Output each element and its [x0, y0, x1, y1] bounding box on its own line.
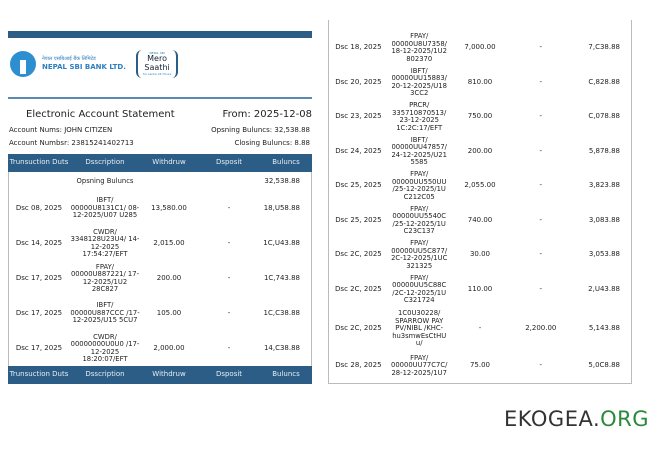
cell-dep: - — [539, 361, 543, 370]
cell-dep: - — [539, 181, 543, 190]
product-line2: Saathi — [144, 63, 170, 73]
sbi-logo-icon — [10, 51, 36, 77]
transactions-table — [8, 154, 312, 384]
cell-desc: CWDR/ 3348128U23U4/ 14-12-2025 17:54:27/EFT — [70, 227, 140, 258]
cell-desc: FPAY/ 00000UU550UU /25-12-2025/1U C212C05 — [391, 170, 447, 201]
cell-desc: CWDR/ 00000000U0U0 /17-12-2025 18:20:07/EFT — [70, 332, 140, 363]
column-header: Trunsuction Duts — [8, 154, 70, 172]
table-row — [328, 66, 632, 101]
statement-page-2 — [320, 0, 640, 449]
column-header: Dsposit — [198, 366, 260, 384]
cell-wd — [140, 172, 198, 191]
cell-wd: 2,015.00 — [153, 238, 185, 247]
cell-bal: 1C,743.88 — [263, 273, 300, 282]
cell-date: Dsc 2C, 2025 — [335, 324, 382, 333]
product-tag: Sri Lanka 24 Hours — [142, 71, 172, 76]
cell-desc: FPAY/ 00000U8U7358/ 18-12-2025/1U2 802370 — [391, 32, 447, 63]
cell-wd: 200.00 — [156, 273, 182, 282]
cell-desc: FPAY/ 00000UU5C88C /2C-12-2025/1U C321724 — [392, 273, 447, 305]
table-row — [8, 172, 312, 191]
bank-name: NEPAL SBI BANK LTD. — [42, 62, 126, 71]
divider — [8, 97, 312, 99]
watermark — [504, 407, 649, 431]
bank-logo — [10, 50, 178, 78]
cell-desc: PRCR/ 335710870513/ 23-12-2025 1C:2C:17/EFT — [392, 101, 447, 132]
cell-dep: - — [539, 43, 543, 52]
cell-date: Dsc 28, 2025 — [335, 361, 382, 370]
table-row — [8, 296, 312, 331]
cell-wd: 810.00 — [467, 77, 493, 86]
header-bar — [8, 31, 312, 38]
cell-bal: 3,053.88 — [588, 250, 620, 259]
cell-desc: FPAY/ 00000UU5540C /25-12-2025/1U C23C137 — [392, 204, 446, 236]
cell-dep: - — [227, 273, 231, 282]
cell-wd: 13,580.00 — [151, 203, 187, 212]
column-header: Buluncs — [260, 366, 312, 384]
statement-from-date: From: 2025-12-08 — [222, 109, 312, 120]
table-row — [328, 238, 632, 273]
cell-dep: - — [539, 250, 543, 259]
table-row — [8, 261, 312, 296]
cell-dep: - — [539, 77, 543, 86]
cell-wd: 7,000.00 — [464, 43, 496, 52]
cell-bal: 5,0C8.88 — [588, 361, 620, 370]
cell-dep: - — [539, 146, 543, 155]
cell-wd: 740.00 — [467, 215, 493, 224]
cell-bal: 3,823.88 — [588, 181, 620, 190]
cell-bal: C,828.88 — [588, 77, 620, 86]
cell-dep: - — [227, 238, 231, 247]
cell-desc: 1C0U30228/ SPARROW PAY PV/NIBL /KHC- hu3smwEsCtHU u/ — [392, 309, 447, 348]
cell-bal: 18,U58.88 — [263, 203, 300, 212]
cell-desc: IBFT/ 00000UU47857/ 24-12-2025/U21 5585 — [391, 135, 447, 167]
product-line1: Mero — [147, 54, 167, 64]
cell-date: Dsc 25, 2025 — [335, 181, 382, 190]
cell-date: Dsc 24, 2025 — [335, 146, 382, 155]
cell-wd: - — [478, 324, 482, 333]
cell-dep: - — [227, 308, 231, 317]
cell-wd: 105.00 — [156, 308, 182, 317]
cell-desc: IBFT/ 00000U8131C1/ 08-12-2025/U07 U285 — [70, 196, 140, 220]
account-name: Account Nums: JOHN CITIZEN — [9, 126, 113, 134]
cell-date — [8, 172, 70, 191]
cell-desc: FPAY/ 00000U887221/ 17-12-2025/1U2 28C827 — [70, 262, 140, 293]
cell-wd: 30.00 — [469, 250, 491, 259]
opening-balance: Opsning Buluncs: 32,538.88 — [211, 126, 310, 134]
cell-bal: 5,878.88 — [588, 146, 620, 155]
cell-dep: - — [227, 203, 231, 212]
table-row — [328, 351, 632, 381]
table-row — [328, 307, 632, 351]
cell-bal: 32,538.88 — [264, 176, 300, 185]
table-header — [8, 154, 312, 172]
cell-date: Dsc 17, 2025 — [15, 308, 63, 317]
cell-dep: - — [539, 284, 543, 293]
column-header: Dsscription — [70, 154, 140, 172]
statement-page-1 — [0, 0, 320, 449]
cell-dep: - — [227, 343, 231, 352]
cell-bal: 5,143.88 — [588, 324, 620, 333]
cell-desc: FPAY/ 00000UU77C7C/ 28-12-2025/1U7 — [391, 353, 448, 377]
cell-desc: Opsning Buluncs — [76, 176, 134, 185]
account-number: Account Numbsr: 23815241402713 — [9, 139, 134, 147]
cell-bal: 1C,C38.88 — [263, 308, 300, 317]
table-header — [8, 366, 312, 384]
cell-dep: - — [539, 215, 543, 224]
cell-bal: 7,C38.88 — [588, 43, 620, 52]
cell-bal: C,078.88 — [588, 112, 620, 121]
cell-desc: FPAY/ 00000UU5C877/ 2C-12-2025/1UC 321325 — [391, 239, 448, 270]
transactions-table-continued — [328, 31, 632, 381]
column-header: Trunsuction Duts — [8, 366, 70, 384]
cell-dep: - — [539, 112, 543, 121]
cell-bal: 3,083.88 — [588, 215, 620, 224]
cell-date: Dsc 2C, 2025 — [335, 250, 382, 259]
table-row — [328, 31, 632, 66]
closing-balance: Closing Buluncs: 8.88 — [234, 139, 310, 147]
column-header: Dsscription — [70, 366, 140, 384]
cell-desc: IBFT/ 00000UU15883/ 20-12-2025/U18 3CC2 — [391, 66, 447, 98]
bank-native-name: नेपाल एसबिआई बैंक लिमिटेड — [42, 55, 96, 62]
table-row — [328, 273, 632, 308]
column-header: Buluncs — [260, 154, 312, 172]
cell-wd: 110.00 — [467, 284, 493, 293]
cell-date: Dsc 17, 2025 — [15, 343, 63, 352]
table-row — [328, 100, 632, 135]
cell-date: Dsc 2C, 2025 — [335, 284, 382, 293]
cell-bal: 2,U43.88 — [588, 284, 620, 293]
table-row — [328, 169, 632, 204]
cell-date: Dsc 17, 2025 — [15, 273, 63, 282]
mero-saathi-logo — [136, 50, 178, 78]
cell-date: Dsc 25, 2025 — [335, 215, 382, 224]
column-header: Withdruw — [140, 154, 198, 172]
product-top: NEPAL SBI — [149, 51, 165, 55]
table-row — [8, 331, 312, 366]
cell-bal: 14,C38.88 — [263, 343, 300, 352]
cell-bal: 1C,U43.88 — [263, 238, 300, 247]
table-row — [328, 204, 632, 239]
cell-dep — [198, 172, 260, 191]
table-row — [328, 135, 632, 170]
watermark-text: EKOGEA.ORG — [504, 407, 649, 431]
cell-wd: 75.00 — [469, 361, 491, 370]
cell-date: Dsc 20, 2025 — [335, 77, 382, 86]
table-row — [8, 226, 312, 261]
cell-wd: 750.00 — [467, 112, 493, 121]
cell-date: Dsc 08, 2025 — [15, 203, 63, 212]
cell-date: Dsc 14, 2025 — [15, 238, 63, 247]
cell-wd: 200.00 — [467, 146, 493, 155]
column-header: Dsposit — [198, 154, 260, 172]
cell-desc: IBFT/ 00000U887CCC /17-12-2025/U15 5CU7 — [70, 301, 140, 325]
cell-date: Dsc 23, 2025 — [335, 112, 382, 121]
table-row — [8, 191, 312, 226]
cell-dep: 2,200.00 — [525, 324, 557, 333]
cell-wd: 2,055.00 — [464, 181, 496, 190]
column-header: Withdruw — [140, 366, 198, 384]
cell-wd: 2,000.00 — [153, 343, 185, 352]
cell-date: Dsc 18, 2025 — [335, 43, 382, 52]
statement-title: Electronic Account Statement — [26, 109, 175, 120]
